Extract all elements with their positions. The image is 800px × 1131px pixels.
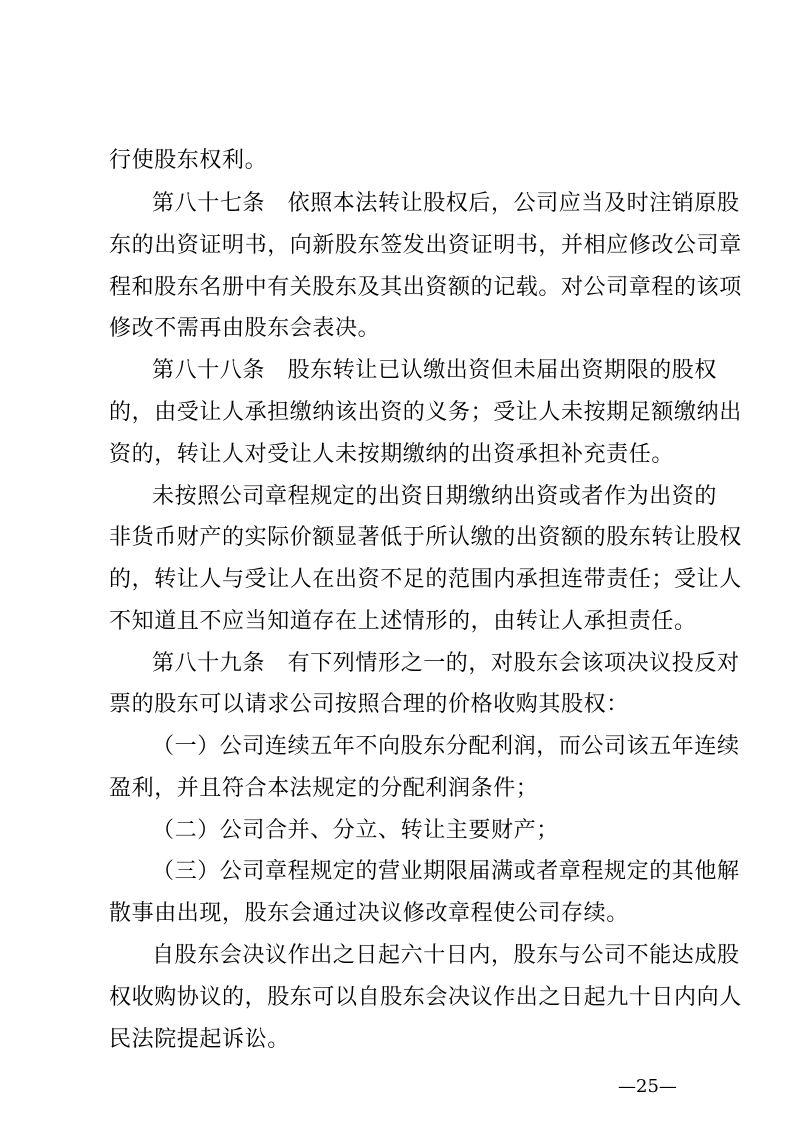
text-line: 民法院提起诉讼。 bbox=[109, 1027, 290, 1052]
text-line: 程和股东名册中有关股东及其出资额的记载。对公司章程的该项 bbox=[109, 275, 742, 300]
text-line: 盈利，并且符合本法规定的分配利润条件； bbox=[109, 776, 539, 801]
list-item-3-line: （三）公司章程规定的营业期限届满或者章程规定的其他解 bbox=[152, 859, 740, 884]
text-line: 权收购协议的，股东可以自股东会决议作出之日起九十日内向人 bbox=[109, 985, 742, 1010]
list-item-2-line: （二）公司合并、分立、转让主要财产； bbox=[152, 818, 559, 843]
text-line: 的，由受让人承担缴纳该出资的义务；受让人未按期足额缴纳出 bbox=[109, 400, 742, 425]
text-line: 不知道且不应当知道存在上述情形的，由转让人承担责任。 bbox=[109, 609, 697, 634]
article-89-heading-line: 第八十九条 有下列情形之一的，对股东会该项决议投反对 bbox=[152, 651, 740, 676]
paragraph-start-line: 未按照公司章程规定的出资日期缴纳出资或者作为出资的 bbox=[152, 484, 718, 509]
text-line: 票的股东可以请求公司按照合理的价格收购其股权： bbox=[109, 692, 629, 717]
page-number: —25— bbox=[618, 1076, 677, 1097]
article-88-heading-line: 第八十八条 股东转让已认缴出资但未届出资期限的股权 bbox=[152, 358, 718, 383]
text-line: 散事由出现，股东会通过决议修改章程使公司存续。 bbox=[109, 901, 629, 926]
text-line: 的，转让人与受让人在出资不足的范围内承担连带责任；受让人 bbox=[109, 567, 742, 592]
text-line: 非货币财产的实际价额显著低于所认缴的出资额的股东转让股权 bbox=[109, 525, 742, 550]
text-line: 东的出资证明书，向新股东签发出资证明书，并相应修改公司章 bbox=[109, 233, 742, 258]
text-line: 行使股东权利。 bbox=[109, 148, 268, 173]
text-line: 资的，转让人对受让人未按期缴纳的出资承担补充责任。 bbox=[109, 442, 675, 467]
article-87-heading-line: 第八十七条 依照本法转让股权后，公司应当及时注销原股 bbox=[152, 191, 740, 216]
paragraph-start-line: 自股东会决议作出之日起六十日内，股东与公司不能达成股 bbox=[152, 943, 740, 968]
list-item-1-line: （一）公司连续五年不向股东分配利润，而公司该五年连续 bbox=[152, 734, 740, 759]
text-line: 修改不需再由股东会表决。 bbox=[109, 316, 381, 341]
